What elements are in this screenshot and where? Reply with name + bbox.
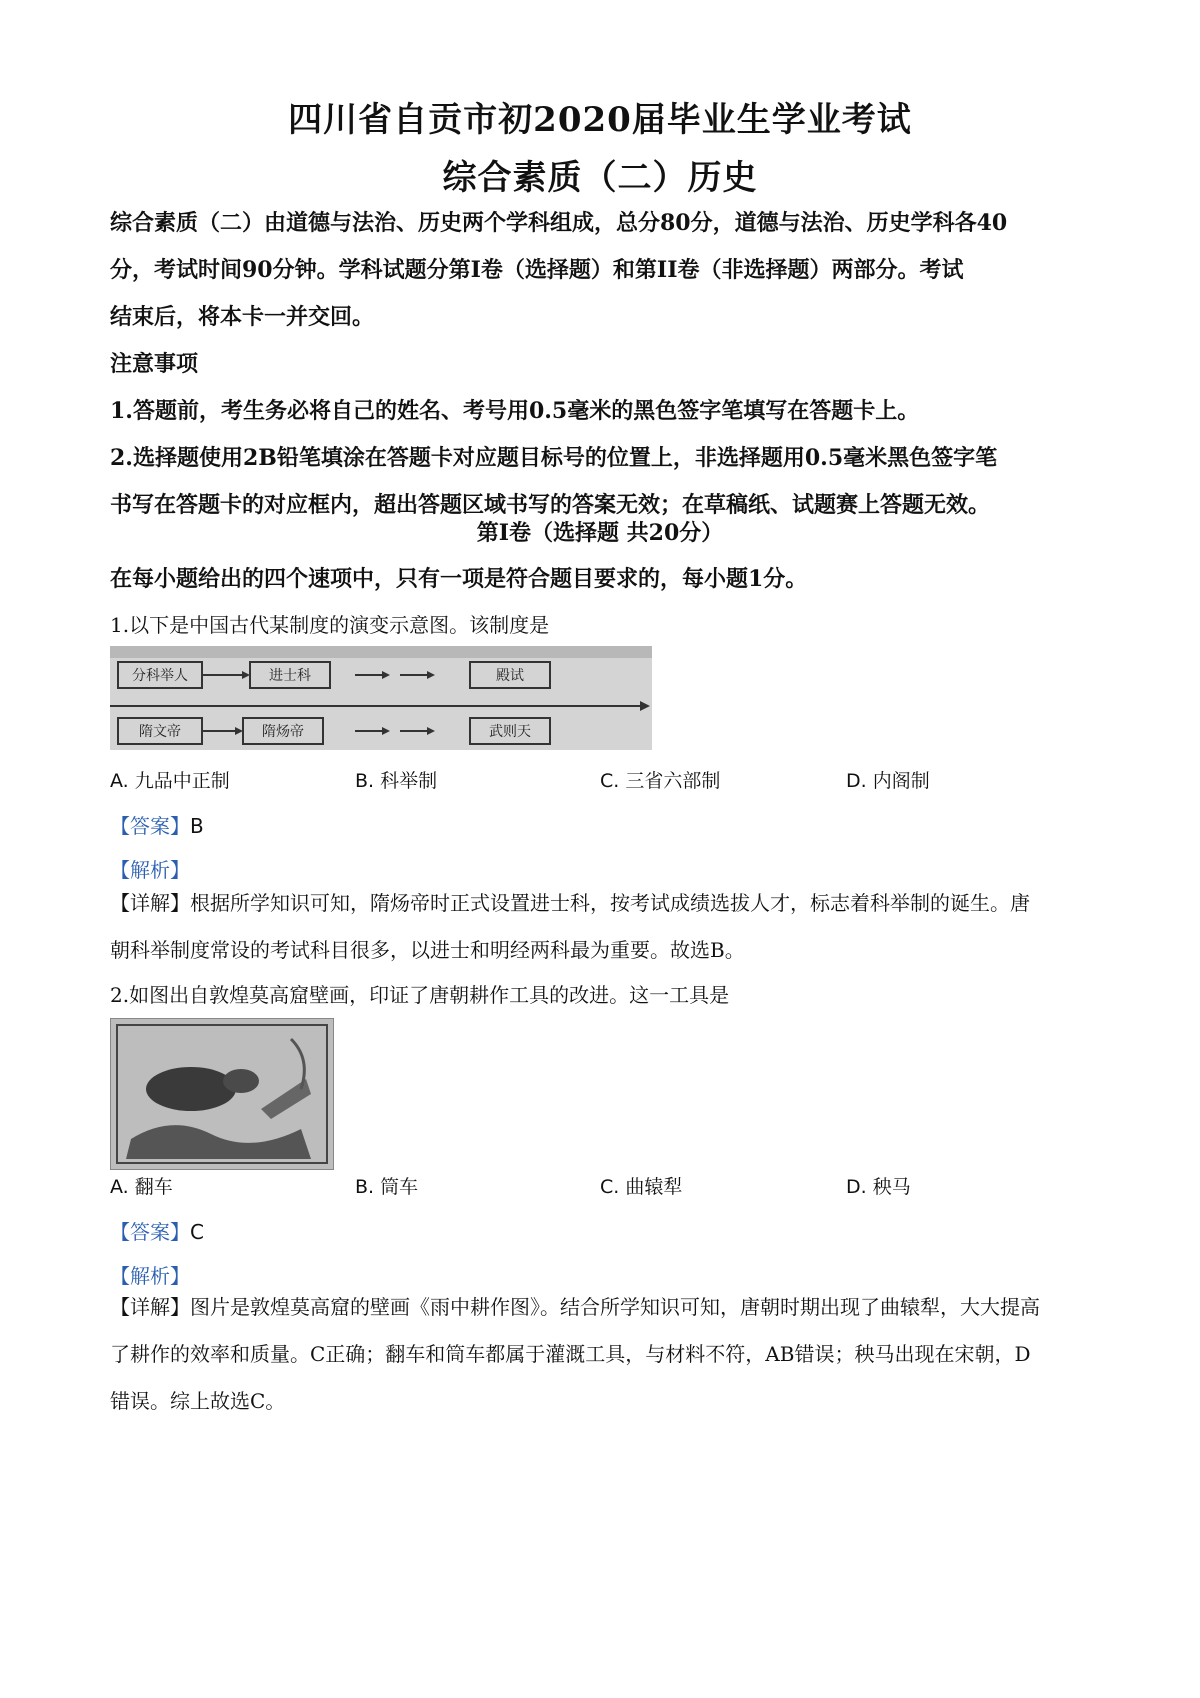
detail-line: 【详解】图片是敦煌莫高窟的壁画《雨中耕作图》。结合所学知识可知，唐朝时期出现了曲辕犁，大大提高 xyxy=(110,1295,1040,1319)
q2-stem: 2.如图出自敦煌莫高窟壁画，印证了唐朝耕作工具的改进。这一工具是 xyxy=(110,983,730,1007)
q1-answer: B xyxy=(190,814,204,838)
q2-option-c: C. 曲辕犁 xyxy=(600,1176,683,1198)
answer-tag: 【答案】 xyxy=(110,814,190,838)
q2-mural-image xyxy=(110,1018,334,1170)
diagram-box-label: 殿试 xyxy=(496,668,524,684)
q2-answer: C xyxy=(190,1220,204,1244)
q2-detail xyxy=(110,1284,1110,1425)
q1-diagram xyxy=(110,646,652,750)
intro-line: 分，考试时间90分钟。学科试题分第Ⅰ卷（选择题）和第II卷（非选择题）两部分。考试 xyxy=(110,257,964,283)
q1-option-a: A. 九品中正制 xyxy=(110,770,230,792)
intro-paragraph xyxy=(110,200,1110,529)
section-instruction: 在每小题给出的四个速项中，只有一项是符合题目要求的，每小题1分。 xyxy=(110,566,808,592)
q2-answer-line xyxy=(110,1216,204,1245)
q1-option-c: C. 三省六部制 xyxy=(600,770,721,792)
notice-item: 2.选择题使用2B铅笔填涂在答题卡对应题目标号的位置上，非选择题用0.5毫米黑色签字笔 xyxy=(110,445,998,471)
diagram-box-label: 分科举人 xyxy=(132,668,188,684)
page-subtitle: 综合素质（二）历史 xyxy=(442,158,758,198)
q1-stem: 1.以下是中国古代某制度的演变示意图。该制度是 xyxy=(110,613,550,637)
q2-option-d: D. 秧马 xyxy=(846,1176,911,1198)
notice-item: 1.答题前，考生务必将自己的姓名、考号用0.5毫米的黑色签字笔填写在答题卡上。 xyxy=(110,398,920,424)
q1-option-d: D. 内阁制 xyxy=(846,770,930,792)
section-title: 第Ⅰ卷（选择题 共20分） xyxy=(476,520,724,546)
diagram-box-label: 武则天 xyxy=(489,724,531,740)
notice-item: 书写在答题卡的对应框内，超出答题区域书写的答案无效；在草稿纸、试题赛上答题无效。 xyxy=(110,492,991,518)
q2-option-a: A. 翻车 xyxy=(110,1176,173,1198)
page-title: 四川省自贡市初2020届毕业生学业考试 xyxy=(288,100,912,140)
answer-tag: 【答案】 xyxy=(110,1220,190,1244)
diagram-top-strip xyxy=(110,646,652,658)
q2-option-b: B. 筒车 xyxy=(355,1176,419,1198)
mural-ox-figure xyxy=(146,1067,236,1111)
intro-line: 结束后，将本卡一并交回。 xyxy=(110,304,375,330)
detail-line: 朝科举制度常设的考试科目很多，以进士和明经两科最为重要。故选B。 xyxy=(110,938,745,962)
q1-answer-line xyxy=(110,810,204,839)
detail-line: 【详解】根据所学知识可知，隋炀帝时正式设置进士科，按考试成绩选拔人才，标志着科举制的诞生。唐 xyxy=(110,891,1030,915)
diagram-box-label: 隋炀帝 xyxy=(262,724,304,740)
intro-line: 综合素质（二）由道德与法治、历史两个学科组成，总分80分，道德与法治、历史学科各40 xyxy=(110,210,1008,236)
q1-option-b: B. 科举制 xyxy=(355,770,438,792)
detail-line: 了耕作的效率和质量。C正确；翻车和筒车都属于灌溉工具，与材料不符，AB错误；秧马出现在宋朝，D xyxy=(110,1342,1031,1366)
diagram-box-label: 进士科 xyxy=(269,668,311,684)
mural-ox-head xyxy=(223,1069,259,1093)
q2-analysis-tag: 【解析】 xyxy=(110,1264,190,1288)
diagram-box-label: 隋文帝 xyxy=(139,724,181,740)
q1-analysis-tag: 【解析】 xyxy=(110,858,190,882)
q1-detail xyxy=(110,880,1110,974)
detail-line: 错误。综上故选C。 xyxy=(110,1389,286,1413)
notice-heading: 注意事项 xyxy=(110,351,199,377)
